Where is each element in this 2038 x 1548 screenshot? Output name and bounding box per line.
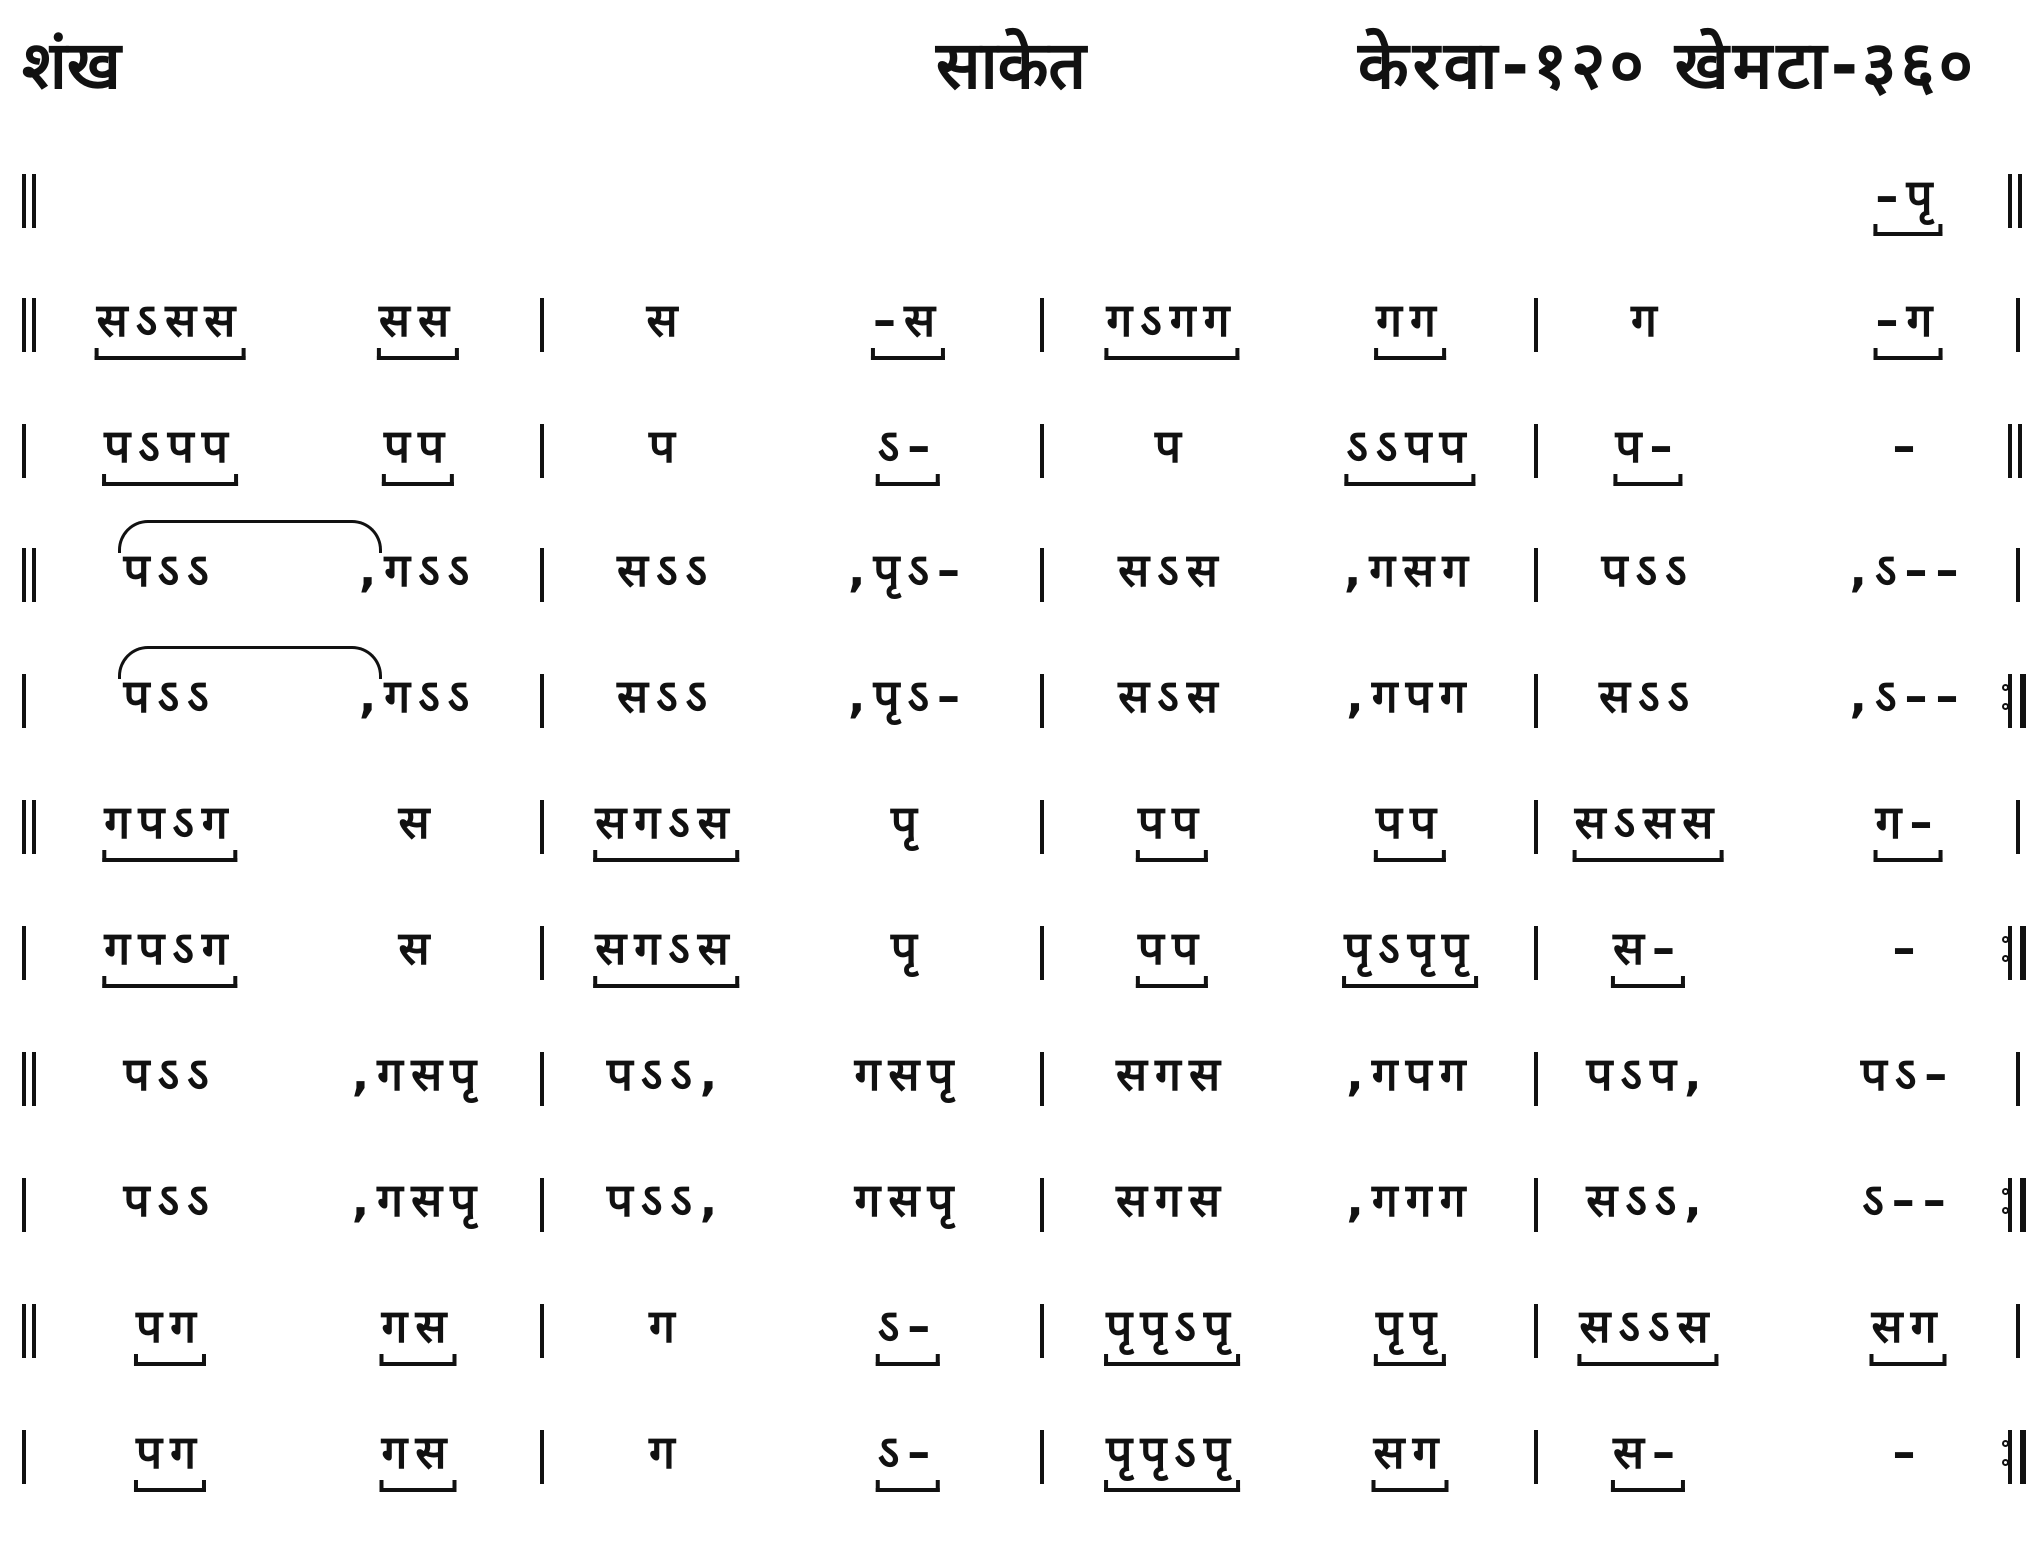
note-group: पऽऽ (123, 669, 217, 723)
note-group: गग (1370, 288, 1450, 356)
note-group: ,गसपृ (351, 1173, 485, 1227)
note-group: पऽऽ, (606, 1047, 726, 1101)
note-group: ऽऽपप (1340, 414, 1479, 482)
note-group: ग– (1870, 790, 1947, 858)
note-group: ग (649, 1299, 683, 1353)
note-group: सऽऽ (616, 669, 716, 723)
note-group: ग (649, 1425, 683, 1479)
tempo-marking: केरवा-१२० खेमटा-३६० (1358, 27, 1977, 104)
note-group: – (1892, 921, 1924, 975)
note-group: पऽ– (1860, 1047, 1956, 1101)
note-group: पग (130, 1420, 210, 1488)
note-group: गस (376, 1420, 461, 1488)
note-group: स– (1607, 1420, 1689, 1488)
note-group: पप (378, 414, 458, 482)
note-group: ऽ– (872, 1420, 944, 1488)
note-group: सऽस (1118, 669, 1226, 723)
note-group: – (1892, 1425, 1924, 1479)
note-group: पग (130, 1294, 210, 1362)
note-group: गस (376, 1294, 461, 1362)
notation-line (0, 914, 2038, 1004)
note-group: ,ऽ–– (1849, 543, 1967, 597)
notation-line (0, 162, 2038, 252)
note-group: स (646, 293, 686, 347)
note-group: सग (1368, 1420, 1453, 1488)
note-group: पप (1132, 916, 1212, 984)
note-group: पऽऽ (1601, 543, 1695, 597)
note-group: सग (1866, 1294, 1951, 1362)
note-group: ,गपग (1346, 1047, 1474, 1101)
note-group: पृ (890, 795, 926, 849)
note-group: स (398, 921, 438, 975)
note-group: सऽऽ (616, 543, 716, 597)
note-group: – (1892, 419, 1924, 473)
note-group: ,पृऽ– (847, 669, 969, 723)
note-group: स (398, 795, 438, 849)
note-group: –स (867, 288, 949, 356)
note-group: ग (1631, 293, 1665, 347)
page-title: साकेत (936, 27, 1087, 104)
note-group: पृपृऽपृ (1100, 1294, 1244, 1362)
notation-line (0, 286, 2038, 376)
note-group: गसपृ (854, 1047, 962, 1101)
notation-line (0, 1040, 2038, 1130)
note-group: सऽऽ, (1586, 1173, 1710, 1227)
note-group: प (1154, 419, 1190, 473)
note-group: गसपृ (854, 1173, 962, 1227)
slur-arc (118, 520, 382, 553)
note-group: गपऽग (98, 790, 241, 858)
note-group: पप (1370, 790, 1450, 858)
note-group: सऽसस (1569, 790, 1728, 858)
note-group: स– (1607, 916, 1689, 984)
note-group: सस (373, 288, 463, 356)
note-group: पऽऽ (123, 543, 217, 597)
note-group: सगस (1115, 1173, 1229, 1227)
note-group: ,गसग (1343, 543, 1477, 597)
note-group: सगऽस (589, 790, 743, 858)
slur-arc (118, 646, 382, 679)
note-group: ,गपग (1346, 669, 1474, 723)
note-group: पऽऽ (123, 1173, 217, 1227)
note-group: ,गऽऽ (358, 669, 478, 723)
note-group: –पृ (1869, 164, 1946, 232)
note-group: पृपृ (1370, 1294, 1450, 1362)
notation-line (0, 1166, 2038, 1256)
note-group: ,गसपृ (351, 1047, 485, 1101)
note-group: गऽगग (1100, 288, 1243, 356)
note-group: पृऽपृपृ (1338, 916, 1482, 984)
note-group: पऽप, (1586, 1047, 1710, 1101)
note-group: –ग (1870, 288, 1947, 356)
notation-line (0, 536, 2038, 626)
note-group: पऽऽ, (606, 1173, 726, 1227)
note-group: ,पृऽ– (847, 543, 969, 597)
note-group: सऽसस (91, 288, 250, 356)
note-group: सऽस (1118, 543, 1226, 597)
note-group: ऽ–– (1862, 1173, 1954, 1227)
note-group: ऽ– (872, 1294, 944, 1362)
note-group: पऽऽ (123, 1047, 217, 1101)
note-group: प (648, 419, 684, 473)
note-group: प– (1609, 414, 1686, 482)
notation-line (0, 412, 2038, 502)
notation-line (0, 788, 2038, 878)
note-group: गपऽग (98, 916, 241, 984)
note-group: सऽऽस (1573, 1294, 1722, 1362)
note-group: ,गऽऽ (358, 543, 478, 597)
instrument-name: शंख (22, 27, 121, 104)
note-group: पृपृऽपृ (1100, 1420, 1244, 1488)
notation-line (0, 1292, 2038, 1382)
note-group: सगस (1115, 1047, 1229, 1101)
note-group: ,गगग (1346, 1173, 1474, 1227)
note-group: ऽ– (872, 414, 944, 482)
note-group: पृ (890, 921, 926, 975)
note-group: पऽपप (98, 414, 242, 482)
notation-line (0, 1418, 2038, 1508)
note-group: ,ऽ–– (1849, 669, 1967, 723)
notation-line (0, 662, 2038, 752)
note-group: सगऽस (589, 916, 743, 984)
note-group: सऽऽ (1598, 669, 1698, 723)
note-group: पप (1132, 790, 1212, 858)
